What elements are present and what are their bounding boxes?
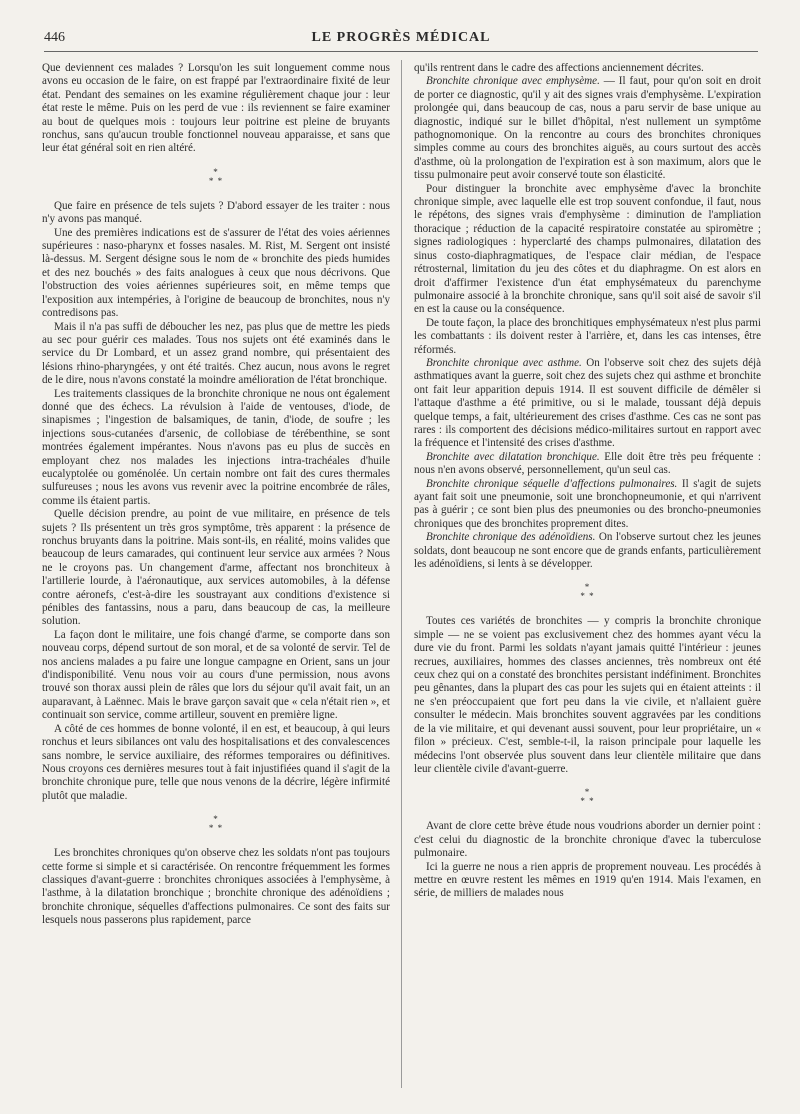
paragraph: Avant de clore cette brève étude nous voudrions aborder un dernier point : c'est celui du diagnostic de la bronchite chronique d'avec la tuberculose pulmonaire. (414, 820, 761, 860)
paragraph: Ici la guerre ne nous a rien appris de proprement nouveau. Les procédés à mettre en œuvre restent les mêmes en 1919 qu'en 1914. Mais l'examen, en série, de milliers de malades nous (414, 860, 761, 900)
paragraph: Mais il n'a pas suffi de déboucher les nez, pas plus que de mettre les pieds au sec pour guérir ces malades. Tous nos sujets ont été examinés dans le service du Dr Lombard, et un assez grand nombre, qui présentaient des lésions rhino-pharyngées, y ont été traités. Chez aucun, nous avons le regret de le dire, nous n'avons constaté la moindre amélioration de l'état bronchique. (42, 320, 390, 387)
paragraph: Bronchite chronique avec emphysème. — Il faut, pour qu'on soit en droit de porter ce diagnostic, qu'il y ait des signes vrais d'emphysème. L'expiration prolongée qui, dans beaucoup de cas, nous a paru servir de base unique au diagnostic, indiqué sur le billet d'hôpital, n'est nullement un symptôme pathognomonique. On la rencontre au cours des bronchites chroniques simples comme au cours des bronchites aiguës, au cours surtout des accès d'asthme, où la prolongation de l'expiration est à son maximum, alors que le tissu pulmonaire peut avoir conservé toute son élasticité. (414, 75, 761, 182)
section-separator: * * * (580, 787, 595, 807)
paragraph: De toute façon, la place des bronchitiques emphysémateux n'est plus parmi les combattants : ils doivent rester à l'arrière, et, dans les cas intenses, être réformés. (414, 316, 761, 356)
paragraph: Les bronchites chroniques qu'on observe chez les soldats n'ont pas toujours cette forme si simple et si caractérisée. On rencontre fréquemment les formes classiques d'avant-guerre : bronchites chroniques associées à l'emphysème, à l'asthme, à la dilatation bronchique ; bronchite chronique des adénoïdiens ; bronchite chronique, séquelles d'affections pulmonaires. Ce sont des faits sur lesquels nous passerons plus rapidement, parce (42, 847, 390, 927)
right-column (414, 62, 761, 901)
page-header (44, 30, 758, 50)
subsection-heading: Bronchite chronique séquelle d'affections pulmonaires. (426, 477, 678, 490)
paragraph: qu'ils rentrent dans le cadre des affections anciennement décrites. (414, 62, 704, 74)
section-separator: * * * (208, 166, 224, 186)
paragraph: La façon dont le militaire, une fois changé d'arme, se comporte dans son nouveau corps, dépend surtout de son moral, et de sa volonté de servir. Tel de nos anciens malades a pu faire une longue campagne en Orient, sans un jour d'indisponibilité. Venu nous voir au cours d'une permission, nous avons trouvé son thorax aussi plein de râles que lors du séjour qu'il avait fait, un an auparavant, à Laënnec. Mais le brave garçon savait que « cela n'était rien », et continuait son service, comme artilleur, souvent en première ligne. (42, 628, 390, 722)
paragraph: Que faire en présence de tels sujets ? D'abord essayer de les traiter : nous n'y avons pas manqué. (42, 199, 390, 226)
section-separator: * * * (208, 814, 224, 834)
paragraph: Bronchite chronique avec asthme. On l'observe soit chez des sujets déjà asthmatiques avant la guerre, soit chez des sujets chez qui asthme et bronchite ont fait leur apparition depuis 1914. Il est souvent difficile de démêler si l'attaque d'asthme a été primitive, ou si le malade, toussant déjà depuis quelque temps, a fait, ultérieurement des crises d'asthme. Ces cas ne sont pas rares : ils comportent des décisions médico-militaires surtout en rapport avec la fréquence et l'intensité des crises d'asthme. (414, 356, 762, 450)
paragraph: Bronchite chronique des adénoïdiens. On l'observe surtout chez les jeunes soldats, dont beaucoup ne sont encore que de grands enfants, particulièrement les adénoïdiens, si lents à se développer. (414, 531, 761, 571)
left-column (42, 62, 390, 928)
paragraph: Que deviennent ces malades ? Lorsqu'on les suit longuement comme nous avons eu occasion de le faire, on est frappé par l'extraordinaire fixité de leur état. Pendant des semaines on les examine régulièrement chaque jour : leur état reste le même. Puis on les perd de vue : ils reviennent se faire examiner au bout de quelques mois : toujours leur poitrine est pleine de bruyants ronchus, sans qu'aucun trouble fonctionnel nouveau apparaisse, et sans que leur état général soit en rien altéré. (42, 62, 390, 155)
paragraph: Quelle décision prendre, au point de vue militaire, en présence de tels sujets ? Ils présentent un très gros symptôme, très apparent : la présence de ronchus bruyants dans la poitrine. Mais sont-ils, en réalité, moins valides que beaucoup de leurs camarades, qui continuent leur service aux armées ? Nous ne le croyons pas. Un changement d'arme, affectant nos bronchiteux à l'artillerie lourde, à l'aéronautique, aux services automobiles, à la défense contre aéronefs, c'est-à-dire les soustrayant aux conditions d'existence si pénibles des fantassins, nous a paru, dans beaucoup de cas, la meilleure solution. (42, 508, 390, 628)
subsection-heading: Bronchite avec dilatation bronchique. (426, 450, 600, 463)
header-rule (44, 51, 758, 52)
column-divider (401, 60, 402, 1088)
subsection-heading: Bronchite chronique avec asthme. (426, 356, 582, 369)
paragraph: Les traitements classiques de la bronchite chronique ne nous ont également donné que des échecs. La révulsion à l'aide de ventouses, d'iode, de sinapismes ; l'ingestion de balsamiques, de tanin, d'iode, de soufre ; les injections sous-cutanées d'arsenic, de collobiase de térébenthine, se sont montrées également impérantes. Nous n'avons pas eu plus de succès en employant chez nos malades les injections intra-trachéales d'huile eucalyptolée ou goménolée. Un certain nombre ont fait des cures thermales sulfureuses ; nous les avons vus revenir avec la poitrine encombrée de râles, comme ils étaient partis. (42, 387, 390, 507)
running-title: LE PROGRÈS MÉDICAL (311, 30, 491, 45)
paragraph: Toutes ces variétés de bronchites — y compris la bronchite chronique simple — ne se voient pas exclusivement chez des hommes ayant vécu la dure vie du front. Parmi les soldats n'ayant jamais quitté l'intérieur : jeunes recrues, auxiliaires, hommes des classes anciennes, très nombreux ont été ceux chez qui on a constaté des bronchites persistant indéfiniment. Bronchites peu gênantes, dans la plupart des cas pour les sujets qui en étaient atteints : il ne s'en préoccupaient que fort peu dans la vie civile, et n'allaient guère consulter le médecin. Mais bronchites souvent aggravées par les conditions de la vie militaire, et qui devenant aussi souvent, pour leur propriétaire, un « filon » précieux. C'est, semble-t-il, la raison principale pour laquelle les médecins l'ont observée plus souvent dans leur clientèle militaire que dans leur clientèle civile d'avant-guerre. (414, 615, 761, 775)
subsection-heading: Bronchite chronique des adénoïdiens. (426, 531, 596, 544)
paragraph: Bronchite avec dilatation bronchique. Elle doit être très peu fréquente : nous n'en avons observé, personnellement, qu'un seul cas. (414, 450, 761, 477)
subsection-heading: Bronchite chronique avec emphysème. (426, 75, 600, 88)
page-number: 446 (44, 30, 65, 45)
paragraph: A côté de ces hommes de bonne volonté, il en est, et beaucoup, à qui leurs ronchus et leurs sibilances ont valu des hospitalisations et des convalescences sans nombre, le service auxiliaire, des réformes temporaires ou définitives. Nous croyons ces dernières mesures tout à fait injustifiées quand il s'agit de la bronchite chronique pure, telle que nous venons de la décrire, légère infirmité plutôt que maladie. (42, 722, 390, 802)
paragraph: Une des premières indications est de s'assurer de l'état des voies aériennes supérieures : naso-pharynx et fosses nasales. M. Rist, M. Sergent ont insisté là-dessus. M. Sergent désigne sous le nom de « bronchite des pieds humides et des nez bouchés » des faits analogues à ceux que nous décrivons. Que l'obstruction des voies aériennes supérieures soit, en même temps que l'exposition aux intempéries, à l'origine de beaucoup de bronchites, nous n'y contredisons pas. (42, 226, 390, 320)
paragraph: Pour distinguer la bronchite avec emphysème d'avec la bronchite chronique simple, avec laquelle elle est trop souvent confondue, il faut, nous le répétons, des signes vrais d'emphysème : diminution de l'ampliation thoracique ; réduction de la capacité respiratoire constatée au spiromètre ; signes radiologiques : hyperclarté des champs pulmonaires, dilatation des sinus costo-diaphragmatiques, de l'espace clair médian, de l'espace rétrosternal, limitation du jeu des côtes et du diaphragme. On est alors en droit d'affirmer l'existence d'un état emphysémateux du parenchyme pulmonaire associé à la bronchite chronique, sans qu'il soit aisé de savoir s'il en est la cause ou la conséquence. (414, 182, 761, 316)
paragraph: Bronchite chronique séquelle d'affections pulmonaires. Il s'agit de sujets ayant fait soit une pneumonie, soit une bronchopneumonie, et qui n'arrivent pas à guérir ; ce sont bien plus des pneumonies ou des broncho-pneumonies chroniques que des bronchites proprement dites. (414, 477, 762, 530)
section-separator: * * * (580, 582, 595, 602)
